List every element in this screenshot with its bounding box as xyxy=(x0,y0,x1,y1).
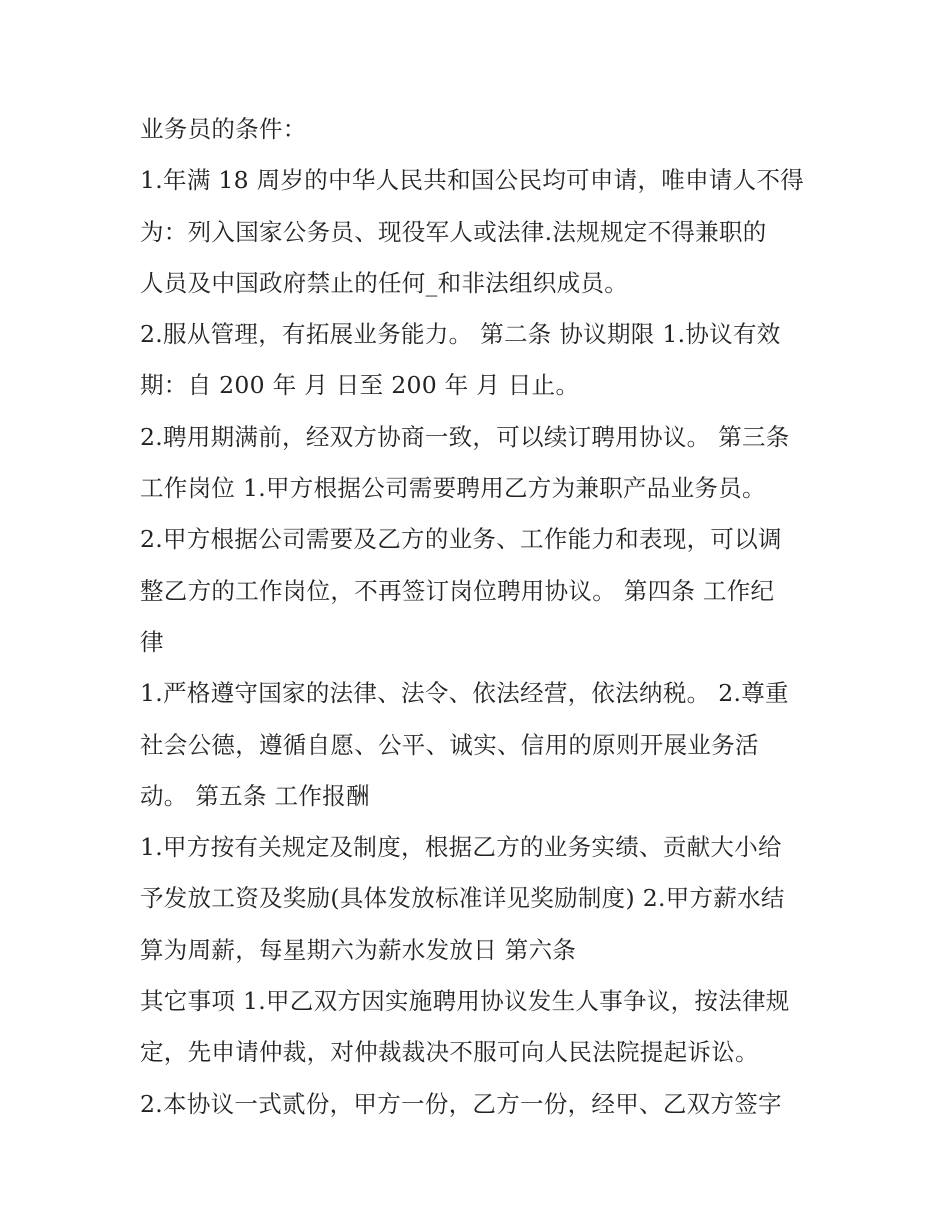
text-line: 1.年满 18 周岁的中华人民共和国公民均可申请，唯申请人不得 xyxy=(140,166,805,195)
text-line: 2.聘用期满前，经双方协商一致，可以续订聘用协议。 第三条 xyxy=(140,422,790,451)
text-line: 为：列入国家公务员、现役军人或法律.法规规定不得兼职的 xyxy=(140,217,767,246)
text-line: 工作岗位 1.甲方根据公司需要聘用乙方为兼职产品业务员。 xyxy=(140,474,766,503)
text-line: 予发放工资及奖励(具体发放标准详见奖励制度) 2.甲方薪水结 xyxy=(140,884,785,913)
text-line: 2.甲方根据公司需要及乙方的业务、工作能力和表现，可以调 xyxy=(140,525,782,554)
text-line: 1.甲方按有关规定及制度，根据乙方的业务实绩、贡献大小给 xyxy=(140,833,782,862)
text-line: 整乙方的工作岗位，不再签订岗位聘用协议。 第四条 工作纪 xyxy=(140,576,775,605)
text-line: 动。 第五条 工作报酬 xyxy=(140,781,370,810)
text-line: 业务员的条件： xyxy=(140,115,307,143)
text-line: 定，先申请仲裁，对仲裁裁决不服可向人民法院提起诉讼。 xyxy=(140,1038,759,1067)
text-line: 2.服从管理，有拓展业务能力。 第二条 协议期限 1.协议有效 xyxy=(140,320,781,349)
text-line: 1.严格遵守国家的法律、法令、依法经营，依法纳税。 2.尊重 xyxy=(140,679,789,708)
text-line: 人员及中国政府禁止的任何_和非法组织成员。 xyxy=(140,268,629,297)
text-line: 期：自 200 年 月 日至 200 年 月 日止。 xyxy=(140,371,580,400)
text-line: 2.本协议一式贰份，甲方一份，乙方一份，经甲、乙双方签字 xyxy=(140,1089,782,1118)
document-body xyxy=(140,104,820,1130)
text-line: 律 xyxy=(140,627,164,656)
text-line: 算为周薪，每星期六为薪水发放日 第六条 xyxy=(140,935,577,964)
text-line: 社会公德，遵循自愿、公平、诚实、信用的原则开展业务活 xyxy=(140,730,759,759)
text-line: 其它事项 1.甲乙双方因实施聘用协议发生人事争议，按法律规 xyxy=(140,987,790,1016)
